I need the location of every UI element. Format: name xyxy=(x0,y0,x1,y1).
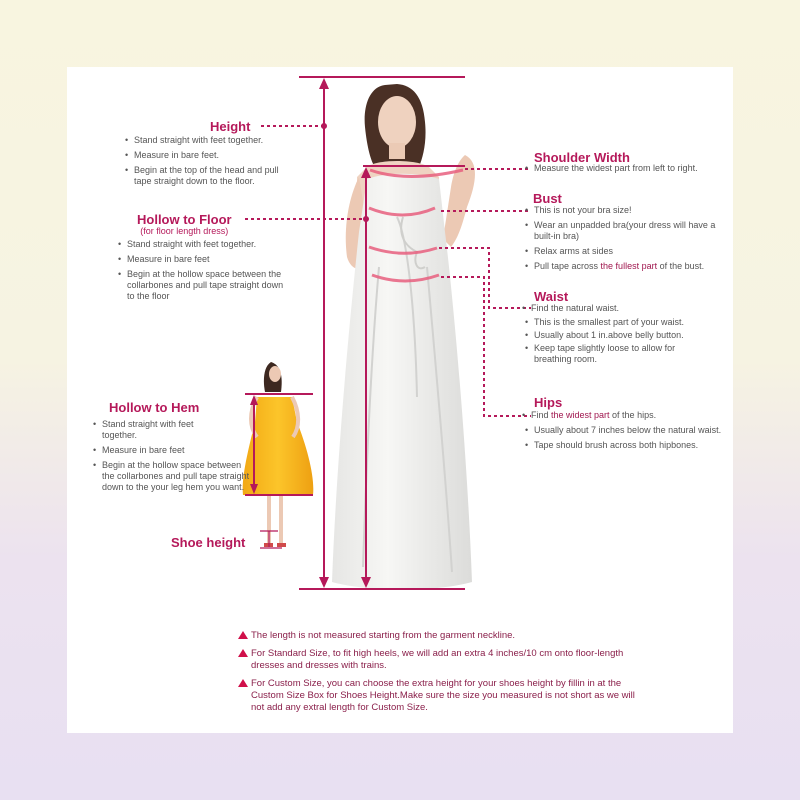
height-section xyxy=(210,119,250,134)
list-item: • Measure in bare feet. xyxy=(124,150,304,161)
list-item: • Begin at the hollow space between the collarbones and pull tape straight down to the your leg hem you want. xyxy=(92,460,250,493)
list-item: • Measure in bare feet xyxy=(92,445,250,456)
main-model-figure xyxy=(332,84,475,590)
note-item xyxy=(237,630,637,642)
hollow-to-hem-instructions xyxy=(92,419,250,497)
hollow-to-floor-subtitle: (for floor length dress) xyxy=(140,226,229,236)
list-item: • Stand straight with feet together. xyxy=(117,239,292,250)
hips-tip-prefix: Find xyxy=(531,410,552,420)
bust-instructions xyxy=(524,205,733,276)
hips-title: Hips xyxy=(534,395,563,410)
hips-section xyxy=(534,395,562,410)
note-item xyxy=(237,648,637,672)
list-item: • Measure in bare feet xyxy=(117,254,292,265)
list-item xyxy=(524,261,733,272)
shoulder-width-instructions xyxy=(524,163,733,178)
list-item: • Keep tape slightly loose to allow for breathing room. xyxy=(524,343,704,365)
waist-title: Waist xyxy=(534,289,569,304)
list-item: • Measure the widest part from left to right. xyxy=(524,163,733,174)
bust-title: Bust xyxy=(533,191,562,206)
note-text: The length is not measured starting from the garment neckline. xyxy=(251,630,516,641)
bust-tip-highlight: the fullest part xyxy=(600,261,658,271)
note-item xyxy=(237,678,637,714)
hips-tip-highlight: the widest part xyxy=(551,410,610,420)
warning-triangle-icon xyxy=(238,631,248,639)
waist-instructions xyxy=(521,303,721,369)
hips-instructions xyxy=(521,410,731,455)
list-item: • This is the smallest part of your waist. xyxy=(524,317,721,328)
measurement-guide-panel xyxy=(67,67,733,733)
list-item: • Usually about 1 in.above belly button. xyxy=(524,330,721,341)
list-item: • Usually about 7 inches below the natural waist. xyxy=(524,425,729,436)
hollow-to-floor-instructions xyxy=(117,239,292,306)
hips-tip-suffix: of the hips. xyxy=(609,410,657,420)
height-title: Height xyxy=(210,119,251,134)
shoulder-width-title: Shoulder Width xyxy=(534,150,630,165)
hollow-to-hem-section xyxy=(109,400,199,415)
height-instructions xyxy=(124,135,304,191)
bust-tip-prefix: Pull tape across xyxy=(534,261,601,271)
list-item: • Begin at the hollow space between the collarbones and pull tape straight down to the floor xyxy=(117,269,292,302)
warning-triangle-icon xyxy=(238,679,248,687)
shoe-height-section xyxy=(171,535,245,550)
bust-tip-suffix: of the bust. xyxy=(657,261,705,271)
hollow-to-floor-title: Hollow to Floor xyxy=(137,212,232,227)
list-item: • Stand straight with feet together. xyxy=(124,135,304,146)
list-item: • Relax arms at sides xyxy=(524,246,733,257)
list-item: • This is not your bra size! xyxy=(524,205,733,216)
hollow-to-floor-section xyxy=(137,212,232,236)
notes-section xyxy=(237,630,637,720)
list-item: • Wear an unpadded bra(your dress will have a built-in bra) xyxy=(524,220,724,242)
list-item: • Find the natural waist. xyxy=(521,303,721,314)
hollow-to-hem-title: Hollow to Hem xyxy=(109,400,200,415)
list-item xyxy=(521,410,731,421)
bust-section xyxy=(533,191,562,206)
note-text: For Standard Size, to fit high heels, we will add an extra 4 inches/10 cm onto floor-length dresses and dresses with trains. xyxy=(251,648,624,671)
list-item: • Tape should brush across both hipbones. xyxy=(524,440,731,451)
list-item: • Begin at the top of the head and pull tape straight down to the floor. xyxy=(124,165,294,187)
list-item: • Stand straight with feet together. xyxy=(92,419,222,441)
note-text: For Custom Size, you can choose the extra height for your shoes height by fillin in at the Custom Size Box for Shoes Height.Make sure the size you measured is not short as we will not add any extral length for Custom Size. xyxy=(251,678,635,713)
warning-triangle-icon xyxy=(238,649,248,657)
shoe-height-title: Shoe height xyxy=(171,535,246,550)
waist-section xyxy=(534,289,568,304)
